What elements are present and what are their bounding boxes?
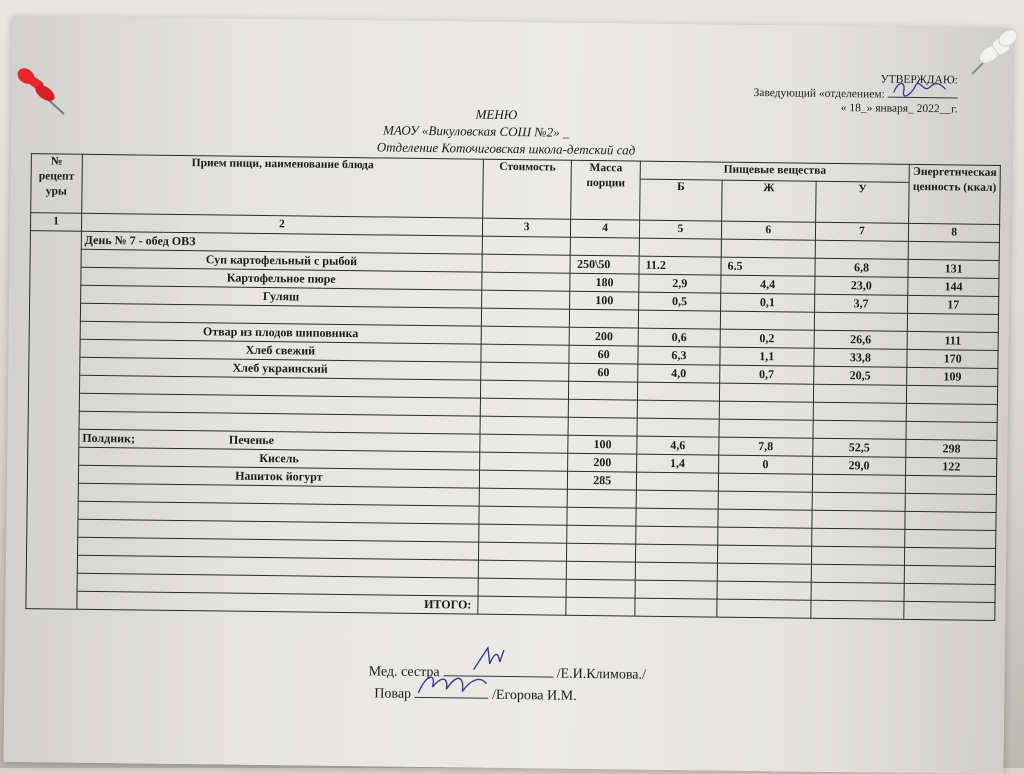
dish-b [636, 472, 718, 491]
dish-b: 6,3 [638, 346, 720, 365]
dish-name: Отвар из плодов шиповника [80, 321, 481, 344]
dish-zh: 6.5 [721, 257, 815, 276]
recipe-header: № рецепт уры [31, 154, 83, 214]
dish-kcal [906, 475, 997, 494]
snack-label: Полдник; [82, 430, 136, 446]
cook-name: /Егорова И.М. [491, 687, 577, 704]
nurse-name: /Е.И.Климова./ [556, 666, 647, 683]
dish-b: 4,0 [638, 364, 720, 383]
dish-u: 3,7 [814, 294, 908, 313]
dish-u: 29,0 [812, 456, 906, 475]
dish-mass: 250\50 [570, 255, 639, 274]
cook-signature [415, 683, 489, 699]
dish-kcal: 122 [906, 457, 997, 476]
dish-zh: 0 [718, 455, 812, 474]
dish-zh: 0,7 [720, 365, 814, 384]
approval-manager-label: Заведующий «отделением: [753, 86, 885, 101]
dish-kcal: 170 [907, 349, 998, 368]
dish-b: 0,5 [638, 292, 720, 311]
dish-name: Хлеб украинский [80, 357, 481, 380]
dish-b: 1,4 [637, 454, 719, 473]
dish-zh: 7,8 [719, 437, 813, 456]
recipe-column [26, 231, 81, 610]
dish-u: 52,5 [812, 438, 906, 457]
cook-signature-line [374, 682, 646, 707]
col-number: 5 [639, 220, 721, 239]
dish-kcal: 298 [906, 439, 997, 458]
dish-name: Напиток йогурт [78, 465, 479, 488]
dish-mass: 285 [568, 471, 637, 490]
dish-mass: 100 [570, 291, 639, 310]
b-header: Б [640, 179, 722, 221]
col-number: 2 [81, 213, 482, 236]
col-number: 7 [815, 222, 909, 241]
dish-name: Хлеб свежий [80, 339, 481, 362]
nurse-label: Мед. сестра [368, 664, 440, 681]
signatures [368, 660, 646, 707]
dish-zh: 0,2 [720, 329, 814, 348]
manager-signature [888, 87, 958, 99]
school-name: МАОУ «Викуловская СОШ №2» _ [382, 122, 570, 140]
dish-header: Прием пищи, наименование блюда [82, 154, 484, 218]
col-number: 1 [30, 213, 81, 232]
menu-title: МЕНЮ [475, 106, 518, 123]
total-label: ИТОГО: [77, 591, 478, 614]
dish-kcal: 17 [908, 295, 999, 314]
dish-mass: 100 [568, 435, 637, 454]
dish-kcal: 109 [907, 367, 998, 386]
dish-b: 0,6 [638, 328, 720, 347]
dish-kcal: 111 [907, 331, 998, 350]
cook-signature-icon [413, 669, 503, 700]
dish-mass: 200 [570, 327, 639, 346]
dish-u: 26,6 [814, 330, 908, 349]
energy-header: Энергетическая ценность (ккал) [909, 164, 1000, 224]
dish-u: 33,8 [813, 348, 907, 367]
dish-zh: 4,4 [721, 275, 815, 294]
dish-name: Суп картофельный с рыбой [81, 249, 482, 272]
dish-u: 6,8 [815, 258, 909, 277]
menu-table [25, 153, 1000, 621]
col-number: 3 [482, 218, 571, 237]
department-name: Отделение Коточиговская школа-детский сад [376, 139, 636, 158]
dish-kcal: 131 [908, 259, 999, 278]
dish-b: 2,9 [639, 274, 721, 293]
dish-b: 11.2 [639, 256, 721, 275]
menu-sheet [3, 16, 1012, 774]
u-header: У [815, 181, 909, 223]
snack-dish-name: Печенье [228, 432, 275, 448]
red-push-pin-icon [12, 66, 68, 118]
dish-mass: 200 [568, 453, 637, 472]
cook-label: Повар [374, 686, 412, 702]
dish-u [812, 474, 906, 493]
zh-header: Ж [722, 180, 816, 222]
dish-name: Картофельное пюре [81, 267, 482, 290]
approval-title: УТВЕРЖДАЮ: [880, 73, 958, 87]
dish-u: 23,0 [814, 276, 908, 295]
dish-zh: 0,1 [720, 293, 814, 312]
dish-name: Кисель [78, 447, 479, 470]
col-number: 6 [721, 221, 815, 240]
day-title: День № 7 - обед ОВЗ [81, 231, 482, 254]
mass-header: Масса порции [571, 160, 640, 220]
manager-signature-icon [890, 79, 960, 100]
document-header [11, 100, 1012, 163]
dish-name: Гуляш [80, 285, 481, 308]
dish-mass: 60 [569, 345, 638, 364]
dish-zh: 1,1 [720, 347, 814, 366]
dish-mass: 60 [569, 363, 638, 382]
cost-header: Стоимость [483, 159, 572, 219]
col-number: 4 [571, 219, 640, 238]
dish-b: 4,6 [637, 436, 719, 455]
nutrients-header: Пищевые вещества [640, 161, 910, 182]
dish-mass: 180 [570, 273, 639, 292]
approval-manager [753, 85, 957, 102]
white-push-pin-icon [968, 28, 1024, 84]
dish-kcal: 144 [908, 277, 999, 296]
dish-u: 20,5 [813, 366, 907, 385]
dish-zh [718, 473, 812, 492]
col-number: 8 [909, 223, 1000, 242]
approval-date: « 18_» января_ 2022__г. [840, 102, 958, 116]
